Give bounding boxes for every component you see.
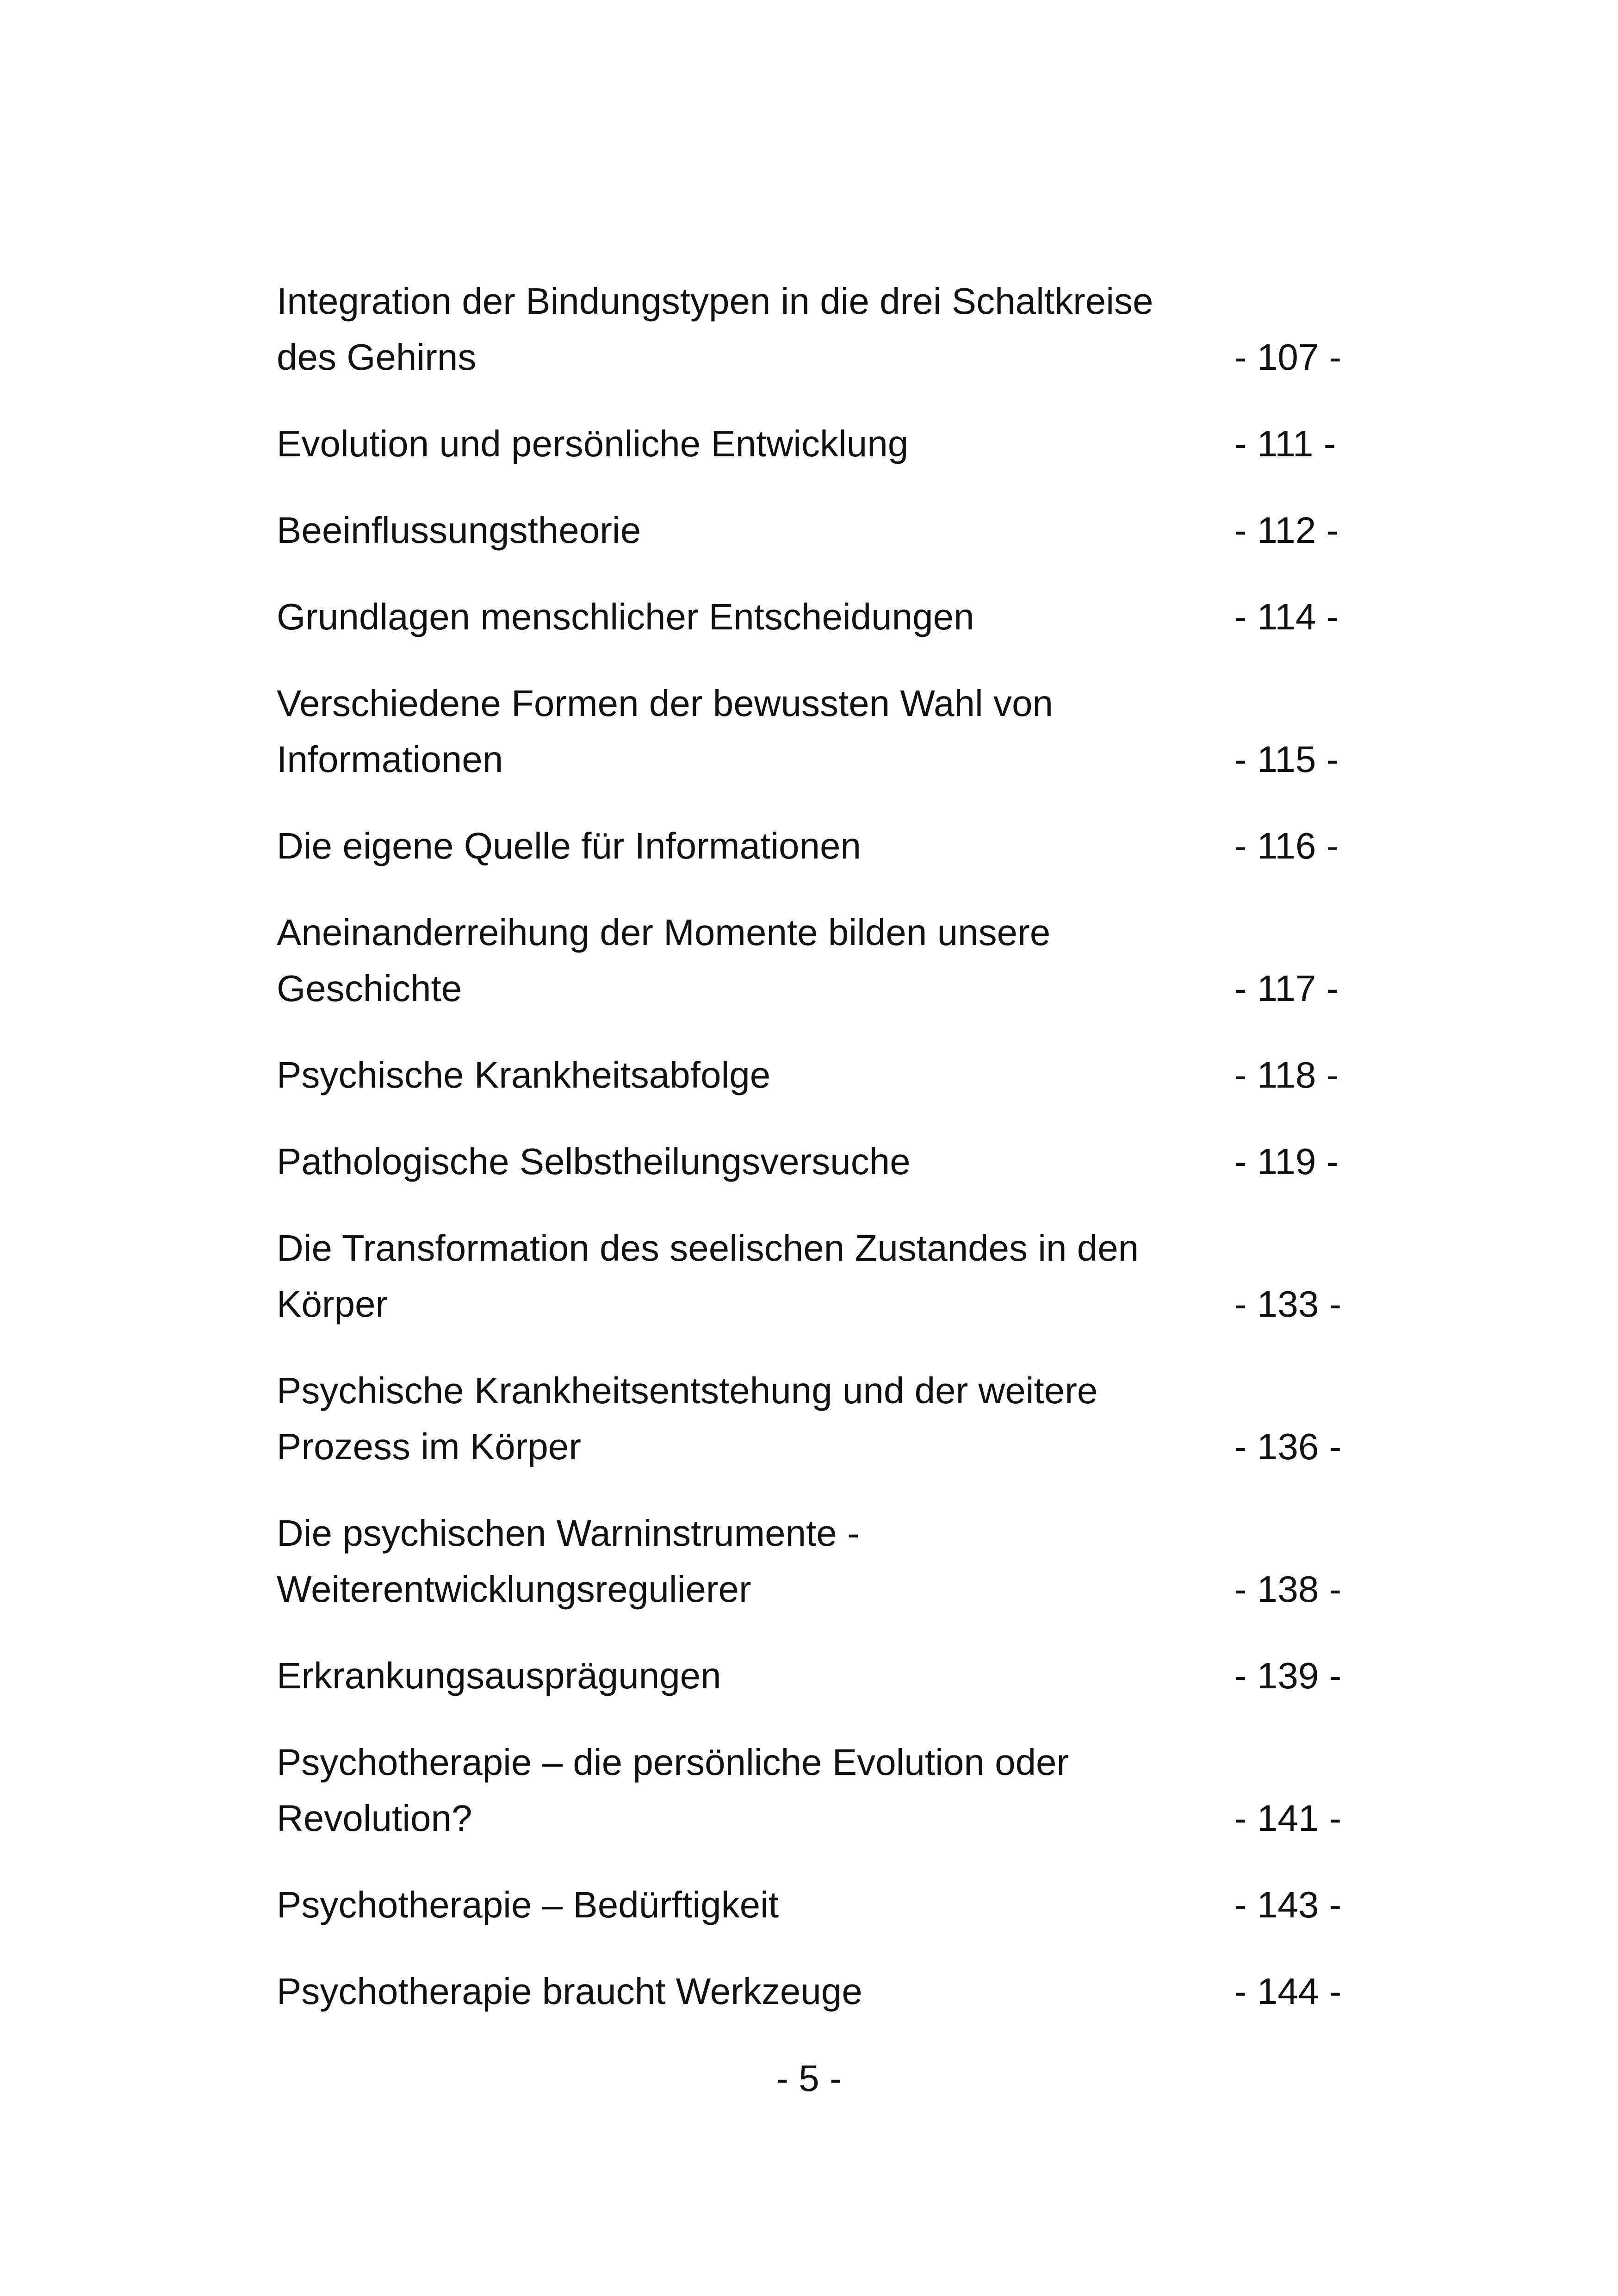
toc-entry-title: Pathologische Selbstheilungsversuche bbox=[277, 1141, 911, 1182]
toc-entry-page: - 144 - bbox=[1234, 1971, 1342, 2012]
toc-entry-title: Beeinflussungstheorie bbox=[277, 510, 641, 551]
table-of-contents bbox=[277, 273, 1341, 2050]
toc-entry-page: - 136 - bbox=[1234, 1426, 1342, 1467]
toc-entry-page: - 138 - bbox=[1234, 1568, 1342, 1610]
toc-entry-title: Die psychischen Warninstrumente - bbox=[277, 1512, 860, 1554]
toc-entry-page: - 139 - bbox=[1234, 1655, 1342, 1696]
toc-entry-title: Informationen bbox=[277, 739, 503, 780]
toc-entry bbox=[277, 1505, 1341, 1617]
toc-entry-title: Psychotherapie – die persönliche Evolution oder bbox=[277, 1742, 1069, 1783]
toc-entry-title: Grundlagen menschlicher Entscheidungen bbox=[277, 596, 974, 637]
toc-entry-title: Psychische Krankheitsentstehung und der weitere bbox=[277, 1370, 1098, 1411]
toc-entry-title: Verschiedene Formen der bewussten Wahl von bbox=[277, 683, 1053, 724]
toc-entry bbox=[277, 502, 1341, 558]
toc-entry bbox=[277, 1363, 1341, 1475]
toc-entry-title: Geschichte bbox=[277, 968, 462, 1009]
toc-entry-page: - 143 - bbox=[1234, 1884, 1342, 1925]
toc-entry-title: Die eigene Quelle für Informationen bbox=[277, 825, 861, 866]
page-number: - 5 - bbox=[776, 2058, 842, 2099]
toc-entry bbox=[277, 589, 1341, 645]
toc-entry bbox=[277, 904, 1341, 1016]
toc-entry-page: - 133 - bbox=[1234, 1283, 1342, 1325]
toc-entry bbox=[277, 1133, 1341, 1189]
toc-entry-title: Körper bbox=[277, 1283, 388, 1325]
toc-entry-page: - 107 - bbox=[1234, 336, 1342, 378]
toc-entry-title: Evolution und persönliche Entwicklung bbox=[277, 423, 909, 464]
toc-entry bbox=[277, 1877, 1341, 1933]
toc-entry bbox=[277, 1047, 1341, 1103]
toc-entry bbox=[277, 675, 1341, 787]
toc-entry-page: - 111 - bbox=[1234, 423, 1336, 464]
toc-entry-title: des Gehirns bbox=[277, 336, 477, 378]
toc-entry bbox=[277, 818, 1341, 874]
toc-entry-title: Revolution? bbox=[277, 1798, 472, 1839]
toc-entry-title: Weiterentwicklungsregulierer bbox=[277, 1568, 751, 1610]
toc-entry-title: Aneinanderreihung der Momente bilden unsere bbox=[277, 912, 1051, 953]
toc-entry bbox=[277, 1648, 1341, 1704]
toc-entry-page: - 112 - bbox=[1234, 510, 1339, 551]
toc-entry bbox=[277, 416, 1341, 472]
toc-entry-page: - 141 - bbox=[1234, 1798, 1342, 1839]
toc-entry-page: - 114 - bbox=[1234, 596, 1339, 637]
toc-entry-title: Psychotherapie braucht Werkzeuge bbox=[277, 1971, 862, 2012]
toc-entry-page: - 119 - bbox=[1234, 1141, 1339, 1182]
toc-entry-title: Psychotherapie – Bedürftigkeit bbox=[277, 1884, 779, 1925]
toc-entry-page: - 115 - bbox=[1234, 739, 1339, 780]
toc-entry bbox=[277, 1963, 1341, 2019]
toc-entry-title: Psychische Krankheitsabfolge bbox=[277, 1054, 771, 1095]
toc-entry-page: - 117 - bbox=[1234, 968, 1339, 1009]
toc-entry-page: - 116 - bbox=[1234, 825, 1339, 866]
toc-entry-page: - 118 - bbox=[1234, 1054, 1339, 1095]
toc-entry bbox=[277, 1220, 1341, 1332]
toc-entry bbox=[277, 273, 1341, 385]
toc-entry-title: Prozess im Körper bbox=[277, 1426, 581, 1467]
toc-entry bbox=[277, 1734, 1341, 1846]
toc-entry-title: Erkrankungsausprägungen bbox=[277, 1655, 721, 1696]
toc-entry-title: Integration der Bindungstypen in die drei Schaltkreise bbox=[277, 280, 1153, 322]
toc-entry-title: Die Transformation des seelischen Zustandes in den bbox=[277, 1227, 1139, 1269]
